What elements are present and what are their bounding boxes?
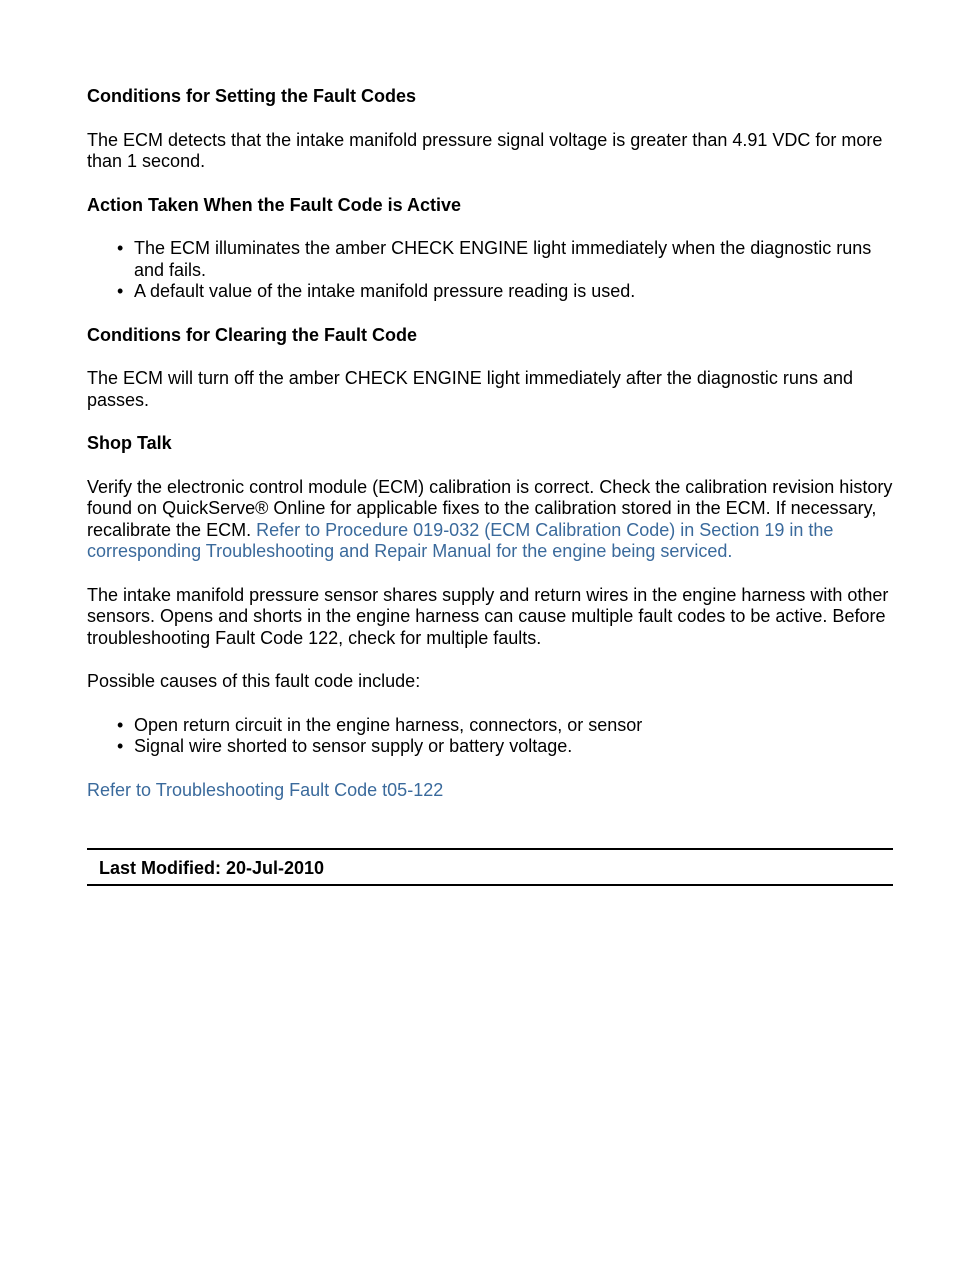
troubleshooting-link[interactable]: Refer to Troubleshooting Fault Code t05-122 — [87, 779, 444, 800]
list-item-text: Signal wire shorted to sensor supply or battery voltage. — [134, 736, 573, 756]
bullet-icon: • — [117, 238, 124, 258]
causes-intro: Possible causes of this fault code include: — [87, 671, 421, 691]
document-body — [87, 86, 893, 823]
setting-text: The ECM detects that the intake manifold pressure signal voltage is greater than 4.91 VDC for more than 1 second. — [87, 129, 883, 171]
list-item — [117, 714, 893, 737]
shop-talk-text: Verify the electronic control module (ECM) calibration is correct. Check the calibration revision history found on QuickServe® Online for applicable fixes to the calibration stored in the ECM. If necessary, recalibrate the ECM. — [87, 476, 893, 540]
setting-heading: Conditions for Setting the Fault Codes — [87, 86, 416, 106]
last-modified-label: Last Modified: 20-Jul-2010 — [99, 858, 325, 878]
bullet-icon: • — [117, 281, 124, 301]
sensor-paragraph: The intake manifold pressure sensor shares supply and return wires in the engine harness with other sensors. Opens and shorts in the engine harness can cause multiple fault codes to be active. Before troubleshooting Fault Code 122, check for multiple faults. — [87, 584, 889, 648]
last-modified-bar — [87, 848, 893, 886]
bullet-icon: • — [117, 714, 124, 735]
clearing-text: The ECM will turn off the amber CHECK ENGINE light immediately after the diagnostic runs and passes. — [87, 368, 853, 410]
list-item — [117, 281, 893, 303]
list-item-text: A default value of the intake manifold pressure reading is used. — [134, 281, 636, 301]
action-list — [87, 238, 893, 303]
list-item-text: The ECM illuminates the amber CHECK ENGINE light immediately when the diagnostic runs and fails. — [134, 238, 872, 280]
clearing-heading: Conditions for Clearing the Fault Code — [87, 324, 417, 345]
list-item — [117, 238, 893, 281]
list-item-text: Open return circuit in the engine harness, connectors, or sensor — [134, 714, 643, 735]
shop-talk-heading: Shop Talk — [87, 433, 172, 453]
list-item — [117, 736, 893, 758]
bullet-icon: • — [117, 736, 124, 756]
shop-talk-paragraph — [87, 477, 893, 563]
causes-list — [87, 715, 893, 758]
action-heading: Action Taken When the Fault Code is Active — [87, 194, 462, 215]
procedure-link[interactable]: Refer to Procedure 019-032 (ECM Calibration Code) in Section 19 in the corresponding Troubleshooting and Repair Manual for the engine being serviced. — [87, 519, 834, 561]
